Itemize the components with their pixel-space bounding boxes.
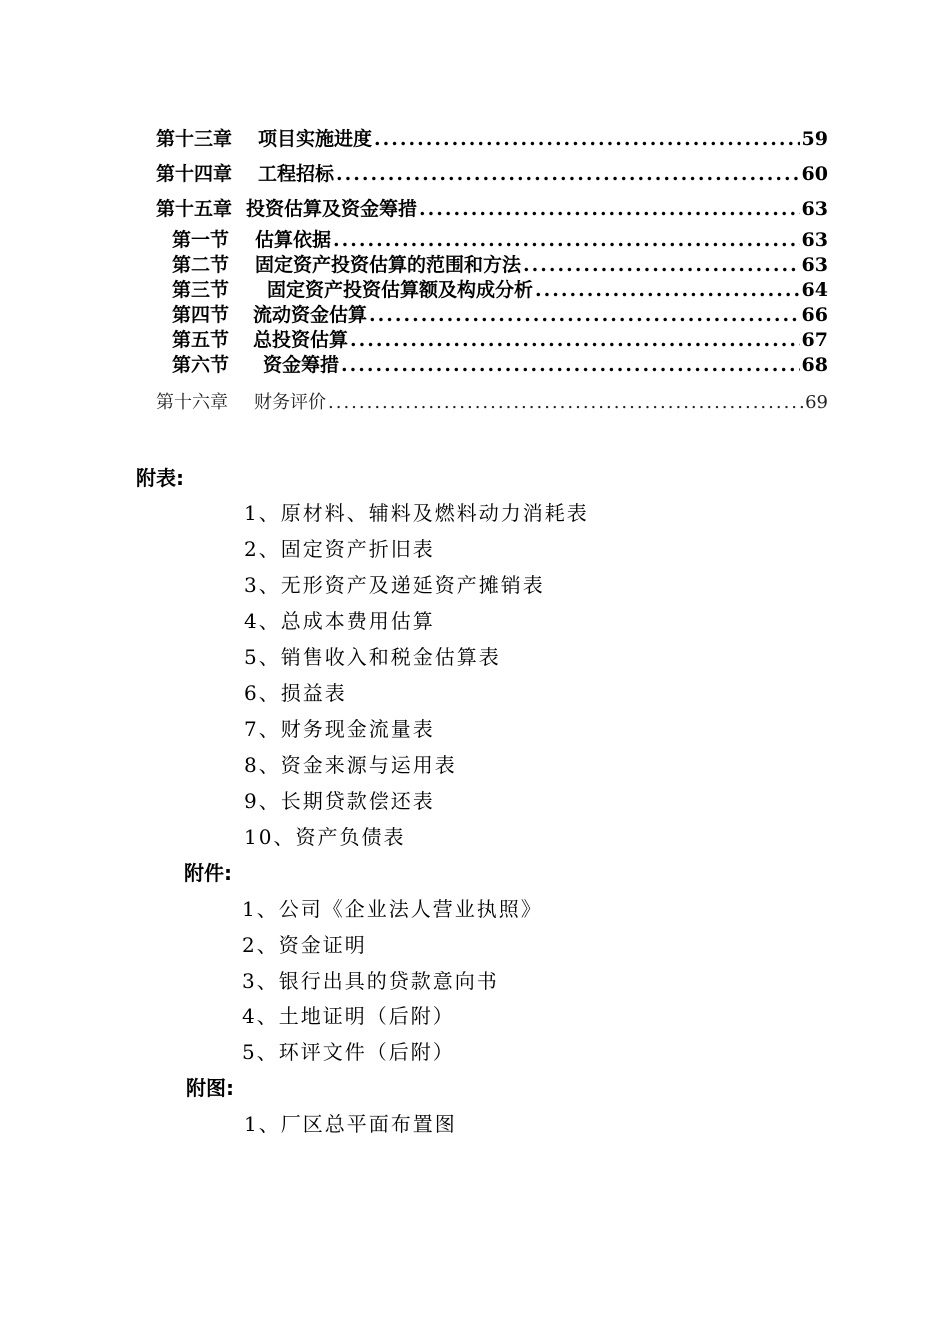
appendix-table-item: 4、总成本费用估算 bbox=[244, 609, 435, 633]
toc-page-number: 69 bbox=[805, 392, 828, 413]
appendix-table-item: 7、财务现金流量表 bbox=[244, 717, 435, 741]
toc-page-number: 64 bbox=[801, 279, 828, 301]
toc-leader-dots bbox=[350, 329, 800, 351]
toc-entry-label: 第十三章 项目实施进度 bbox=[156, 128, 373, 150]
toc-entry-label: 第十六章 财务评价 bbox=[156, 392, 326, 413]
toc-entry-section-6[interactable] bbox=[172, 354, 828, 376]
toc-leader-dots bbox=[328, 392, 803, 413]
toc-entry-label: 第三节 固定资产投资估算额及构成分析 bbox=[172, 279, 534, 301]
toc-entry-chapter-14[interactable] bbox=[156, 159, 828, 186]
toc-page-number: 67 bbox=[801, 329, 828, 351]
toc-page-number: 59 bbox=[801, 128, 828, 150]
toc-entry-chapter-13[interactable] bbox=[156, 124, 828, 151]
toc-page-number: 68 bbox=[801, 354, 828, 376]
appendix-table-item: 2、固定资产折旧表 bbox=[244, 537, 435, 561]
toc-entry-label: 第四节 流动资金估算 bbox=[172, 304, 368, 326]
toc-leader-dots bbox=[419, 198, 800, 220]
toc-leader-dots bbox=[369, 304, 800, 326]
toc-entry-section-3[interactable] bbox=[172, 279, 828, 301]
attachment-item: 4、土地证明（后附） bbox=[242, 1004, 455, 1028]
toc-leader-dots bbox=[523, 254, 800, 276]
toc-page-number: 63 bbox=[801, 229, 828, 251]
toc-leader-dots bbox=[333, 229, 800, 251]
toc-leader-dots bbox=[336, 163, 800, 185]
toc-entry-label: 第五节 总投资估算 bbox=[172, 329, 349, 351]
toc-entry-chapter-15[interactable] bbox=[156, 194, 828, 221]
attachment-item: 3、银行出具的贷款意向书 bbox=[242, 969, 499, 993]
toc-entry-section-4[interactable] bbox=[172, 304, 828, 326]
toc-page-number: 63 bbox=[801, 198, 828, 220]
toc-entry-section-2[interactable] bbox=[172, 254, 828, 276]
appendix-table-item: 10、资产负债表 bbox=[244, 825, 406, 849]
toc-entry-label: 第一节 估算依据 bbox=[172, 229, 332, 251]
toc-entry-section-5[interactable] bbox=[172, 329, 828, 351]
toc-entry-chapter-16[interactable] bbox=[156, 388, 828, 414]
appendix-table-item: 6、损益表 bbox=[244, 681, 347, 705]
attachment-item: 2、资金证明 bbox=[242, 933, 367, 957]
toc-leader-dots bbox=[341, 354, 800, 376]
toc-entry-section-1[interactable] bbox=[172, 229, 828, 251]
toc-entry-label: 第十四章 工程招标 bbox=[156, 163, 335, 185]
appendix-table-item: 1、原材料、辅料及燃料动力消耗表 bbox=[244, 501, 589, 525]
toc-entry-label: 第十五章 投资估算及资金筹措 bbox=[156, 198, 418, 220]
attachment-item: 1、公司《企业法人营业执照》 bbox=[242, 897, 543, 921]
appendix-table-item: 5、销售收入和税金估算表 bbox=[244, 645, 501, 669]
toc-page-number: 60 bbox=[801, 163, 828, 185]
attachment-item: 5、环评文件（后附） bbox=[242, 1040, 455, 1064]
figure-item: 1、厂区总平面布置图 bbox=[244, 1112, 457, 1136]
toc-entry-label: 第六节 资金筹措 bbox=[172, 354, 340, 376]
attachments-heading: 附件: bbox=[184, 861, 232, 885]
toc-leader-dots bbox=[535, 279, 800, 301]
toc-page-number: 63 bbox=[801, 254, 828, 276]
toc-page-number: 66 bbox=[801, 304, 828, 326]
figures-heading: 附图: bbox=[186, 1076, 234, 1100]
appendix-table-item: 8、资金来源与运用表 bbox=[244, 753, 457, 777]
appendix-table-item: 9、长期贷款偿还表 bbox=[244, 789, 435, 813]
appendix-tables-heading: 附表: bbox=[136, 466, 184, 490]
toc-entry-label: 第二节 固定资产投资估算的范围和方法 bbox=[172, 254, 522, 276]
toc-leader-dots bbox=[374, 128, 800, 150]
appendix-table-item: 3、无形资产及递延资产摊销表 bbox=[244, 573, 545, 597]
